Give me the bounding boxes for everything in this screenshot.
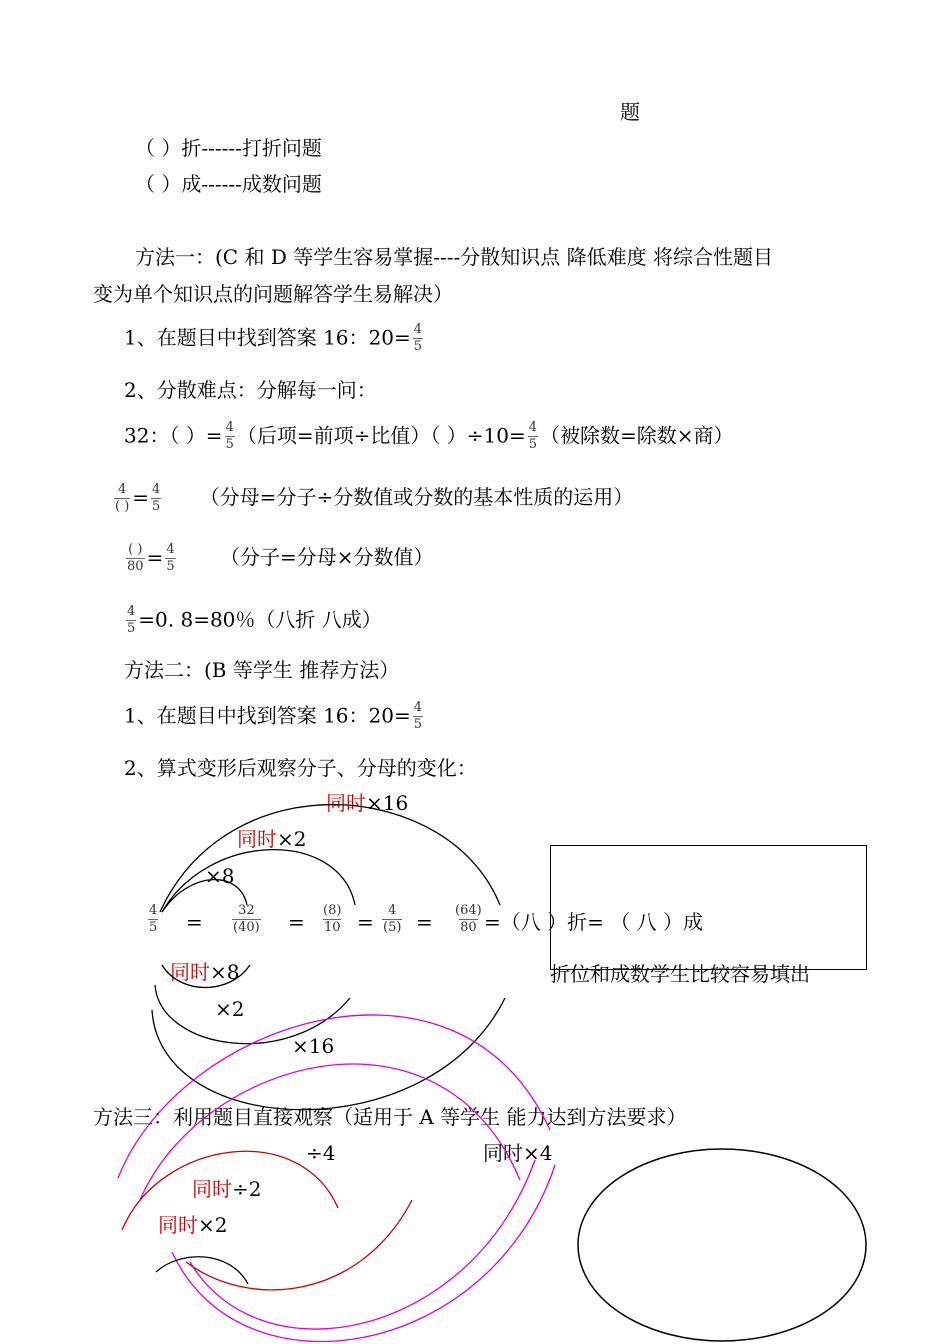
arc-magenta-3 [190, 1160, 535, 1329]
method1-step2: 2、分散难点：分解每一问： [124, 378, 377, 402]
eq-sign: = [186, 910, 203, 934]
denominator: ( ) [115, 499, 130, 515]
method3-title: 方法三：利用题目直接观察（适用于 A 等学生 能力达到方法要求） [93, 1105, 687, 1129]
numerator: 4 [388, 903, 397, 918]
denominator: 5 [528, 437, 537, 453]
eq-sign: = [288, 910, 305, 934]
eq-sign: = [416, 910, 433, 934]
anno-same-red: 同时 [158, 1213, 198, 1237]
method2-step1-text: 1、在题目中找到答案 16：20= [124, 703, 411, 728]
denominator: 5 [413, 717, 423, 733]
method1-title-line2: 变为单个知识点的问题解答学生易解决） [93, 282, 453, 306]
def-percent-label: 成------成数问题 [181, 172, 322, 196]
heading-tail: 题 [620, 100, 640, 124]
denominator: 80 [460, 920, 477, 936]
q1-note: （后项=前项÷比值）（ ）÷10= [236, 423, 526, 448]
numerator: 4 [413, 322, 423, 337]
numerator: 4 [152, 482, 161, 497]
denominator: 5 [413, 339, 423, 355]
denominator: 5 [127, 621, 136, 637]
q1-note2: （被除数=除数×商） [539, 423, 734, 448]
anno-same-red: 同时 [326, 791, 366, 815]
anno-op: ×2 [198, 1213, 228, 1237]
eq-result: =（八 ）折= （ 八 ）成 [484, 910, 703, 934]
anno-same-red: 同时 [237, 827, 277, 851]
equals: = [146, 545, 164, 570]
denominator: (40) [233, 920, 260, 936]
arc-x2-top [162, 850, 355, 912]
arc-magenta-1 [118, 1015, 553, 1178]
q3-note: （分子=分母×分数值） [219, 545, 434, 570]
def-discount-paren: （ ） [135, 136, 182, 160]
anno-op: ÷2 [232, 1177, 262, 1201]
q4-text: =0. 8=80％（八折 八成） [138, 607, 382, 632]
denominator: 5 [149, 920, 158, 936]
anno-x16-bottom: ×16 [292, 1034, 335, 1058]
arc-red-div2 [122, 1151, 338, 1230]
numerator: 4 [118, 482, 127, 497]
equals: = [132, 485, 150, 510]
anno-same-red: 同时 [170, 960, 210, 984]
eq-sign: = [357, 910, 374, 934]
denominator: 5 [225, 437, 234, 453]
anno-div4: ÷4 [306, 1141, 336, 1165]
arc-red-x2 [186, 1200, 412, 1290]
numerator: (8) [323, 903, 342, 918]
denominator: (5) [383, 920, 402, 936]
method1-step1-text: 1、在题目中找到答案 16：20= [124, 325, 411, 350]
numerator: 4 [166, 542, 175, 557]
denominator: 5 [152, 499, 161, 515]
anno-same-x4: 同时×4 [483, 1141, 553, 1165]
def-discount-label: 折------打折问题 [181, 136, 322, 160]
def-percent-paren: （ ） [135, 172, 182, 196]
anno-op: ×8 [210, 960, 240, 984]
denominator: 80 [127, 559, 144, 575]
anno-x2-bottom: ×2 [215, 997, 245, 1021]
method2-step2: 2、算式变形后观察分子、分母的变化： [124, 756, 477, 780]
method2-title: 方法二：(B 等学生 推荐方法） [124, 658, 400, 682]
numerator: ( ) [128, 542, 143, 557]
denominator: 5 [166, 559, 175, 575]
arc-x2-bottom [155, 985, 350, 1044]
q1-prefix: 32：（ ）= [124, 423, 223, 448]
arc-x8-bottom [162, 965, 250, 988]
box-caption: 折位和成数学生比较容易填出 [550, 962, 810, 986]
numerator: 4 [127, 604, 136, 619]
method1-title-line1: 方法一：(C 和 D 等学生容易掌握----分散知识点 降低难度 将综合性题目 [135, 245, 773, 269]
numerator: (64) [455, 903, 482, 918]
numerator: 4 [413, 700, 423, 715]
arc-magenta-2 [140, 1064, 520, 1200]
numerator: 32 [238, 903, 255, 918]
anno-x8-top: ×8 [205, 864, 235, 888]
answer-ellipse [578, 1149, 866, 1341]
numerator: 4 [528, 420, 537, 435]
anno-op: ×2 [277, 827, 307, 851]
arc-magenta-4 [172, 1165, 555, 1342]
numerator: 4 [149, 903, 158, 918]
arc-x16-top [160, 805, 500, 912]
anno-op: ×16 [366, 791, 409, 815]
anno-same-red: 同时 [192, 1177, 232, 1201]
numerator: 4 [225, 420, 234, 435]
denominator: 10 [323, 920, 341, 936]
q2-note: （分母=分子÷分数值或分数的基本性质的运用） [199, 485, 634, 510]
